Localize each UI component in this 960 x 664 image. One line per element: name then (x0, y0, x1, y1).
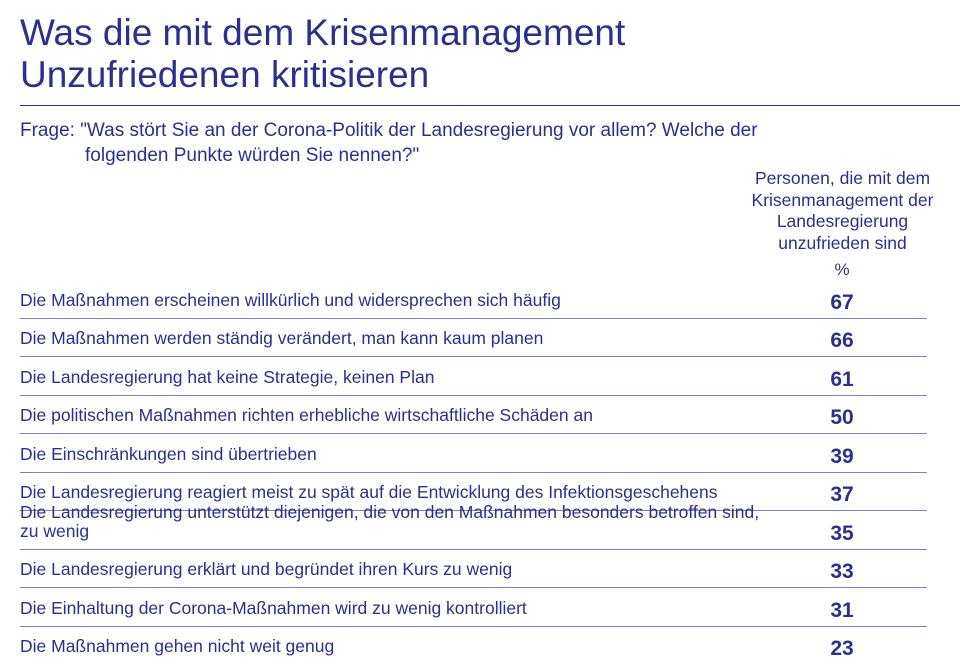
row-label: Die Landesregierung reagiert meist zu spät auf die Entwicklung des Infektionsgeschehens (20, 483, 780, 502)
table-row (20, 434, 927, 473)
table-row (20, 550, 927, 589)
table-row (20, 319, 927, 358)
row-value: 35 (812, 522, 872, 546)
column-unit: % (812, 260, 872, 280)
row-label: Die Einschränkungen sind übertrieben (20, 445, 780, 464)
row-value: 37 (812, 483, 872, 507)
title-divider (20, 105, 960, 106)
row-label: Die Maßnahmen gehen nicht weit genug (20, 637, 780, 656)
row-value: 39 (812, 445, 872, 469)
table-row (20, 396, 927, 435)
chart-title-line-2: Unzufriedenen kritisieren (20, 54, 920, 96)
row-label: Die Maßnahmen werden ständig verändert, man kann kaum planen (20, 329, 780, 348)
row-label: Die Landesregierung erklärt und begründet ihren Kurs zu wenig (20, 560, 780, 579)
survey-question-line-1: Frage: "Was stört Sie an der Corona-Politik der Landesregierung vor allem? Welche der (20, 120, 758, 141)
row-label: Die Landesregierung hat keine Strategie, keinen Plan (20, 368, 780, 387)
table-row (20, 627, 927, 664)
table-row (20, 511, 927, 550)
row-value: 31 (812, 599, 872, 623)
survey-question-line-2: folgenden Punkte würden Sie nennen?" (20, 143, 900, 168)
data-table (20, 280, 927, 664)
row-value: 50 (812, 406, 872, 430)
row-label: Die politischen Maßnahmen richten erhebliche wirtschaftliche Schäden an (20, 406, 780, 425)
row-label: Die Landesregierung unterstützt diejenigen, die von den Maßnahmen besonders betroffen sind, zu wenig (20, 503, 780, 541)
column-header: Personen, die mit dem Krisenmanagement der Landesregierung unzufrieden sind (735, 168, 950, 254)
row-label: Die Einhaltung der Corona-Maßnahmen wird zu wenig kontrolliert (20, 599, 780, 618)
chart-title-line-1: Was die mit dem Krisenmanagement (20, 12, 920, 54)
row-value: 23 (812, 637, 872, 661)
survey-question (20, 118, 900, 168)
table-row (20, 357, 927, 396)
row-value: 67 (812, 291, 872, 315)
row-value: 66 (812, 329, 872, 353)
row-value: 33 (812, 560, 872, 584)
row-value: 61 (812, 368, 872, 392)
table-row (20, 280, 927, 319)
row-label: Die Maßnahmen erscheinen willkürlich und widersprechen sich häufig (20, 291, 780, 310)
table-row (20, 588, 927, 627)
chart-title (20, 12, 920, 96)
